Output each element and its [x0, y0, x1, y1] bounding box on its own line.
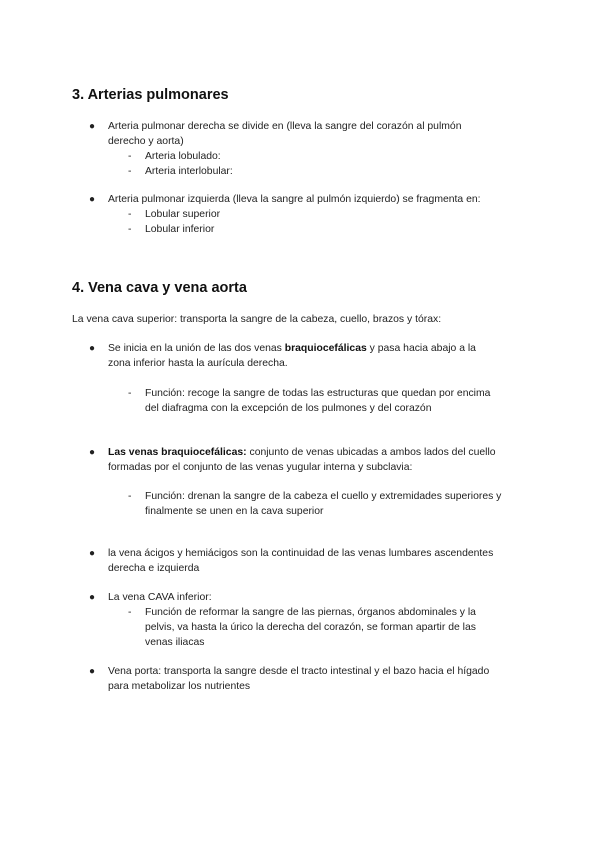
bullet-icon: ●: [89, 548, 96, 559]
funcion-braquiocefalicas-line-2: finalmente se unen en la cava superior: [145, 506, 324, 517]
dash-icon: -: [128, 166, 132, 177]
venas-braquiocefalicas-line-1: Las venas braquiocefálicas: conjunto de venas ubicadas a ambos lados del cuello: [108, 447, 496, 458]
arteria-izquierda-line: Arteria pulmonar izquierda (lleva la sangre al pulmón izquierdo) se fragmenta en:: [108, 194, 481, 205]
funcion-cava-superior-line-2: del diafragma con la excepción de los pulmones y del corazón: [145, 403, 432, 414]
venas-braquiocefalicas-line-2: formadas por el conjunto de las venas yugular interna y subclavia:: [108, 462, 413, 473]
bullet-icon: ●: [89, 343, 96, 354]
bullet-icon: ●: [89, 666, 96, 677]
sub-item-arteria-interlobular: Arteria interlobular:: [145, 166, 233, 177]
funcion-cava-inferior-line-2: pelvis, va hasta la úrico la derecha del corazón, se forman apartir de las: [145, 622, 476, 633]
cava-superior-line-2: zona inferior hasta la aurícula derecha.: [108, 358, 288, 369]
funcion-braquiocefalicas-line-1: Función: drenan la sangre de la cabeza el cuello y extremidades superiores y: [145, 491, 502, 502]
vena-acigos-line-2: derecha e izquierda: [108, 563, 200, 574]
arteria-derecha-line-2: derecho y aorta): [108, 136, 184, 147]
bold-term-venas-braquiocefalicas: Las venas braquiocefálicas:: [108, 447, 247, 458]
vena-acigos-line-1: la vena ácigos y hemiácigos son la continuidad de las venas lumbares ascendentes: [108, 548, 494, 559]
vena-porta-line-1: Vena porta: transporta la sangre desde el tracto intestinal y el bazo hacia el hígado: [108, 666, 490, 677]
funcion-cava-inferior-line-3: venas iliacas: [145, 637, 205, 648]
bullet-icon: ●: [89, 194, 96, 205]
dash-icon: -: [128, 607, 132, 618]
arteria-derecha-line-1: Arteria pulmonar derecha se divide en (lleva la sangre del corazón al pulmón: [108, 121, 462, 132]
dash-icon: -: [128, 491, 132, 502]
bullet-icon: ●: [89, 592, 96, 603]
section-heading-vena-cava: 4. Vena cava y vena aorta: [72, 280, 247, 296]
section-heading-arterias-pulmonares: 3. Arterias pulmonares: [72, 87, 229, 103]
dash-icon: -: [128, 388, 132, 399]
sub-item-lobular-inferior: Lobular inferior: [145, 224, 215, 235]
funcion-cava-inferior-line-1: Función de reformar la sangre de las piernas, órganos abdominales y la: [145, 607, 476, 618]
sub-item-lobular-superior: Lobular superior: [145, 209, 221, 220]
intro-paragraph: La vena cava superior: transporta la sangre de la cabeza, cuello, brazos y tórax:: [72, 314, 442, 325]
dash-icon: -: [128, 151, 132, 162]
cava-inferior-line: La vena CAVA inferior:: [108, 592, 212, 603]
sub-item-arteria-lobulado: Arteria lobulado:: [145, 151, 221, 162]
cava-superior-line-1: Se inicia en la unión de las dos venas braquiocefálicas y pasa hacia abajo a la: [108, 343, 476, 354]
dash-icon: -: [128, 224, 132, 235]
bullet-icon: ●: [89, 121, 96, 132]
bullet-icon: ●: [89, 447, 96, 458]
funcion-cava-superior-line-1: Función: recoge la sangre de todas las estructuras que quedan por encima: [145, 388, 491, 399]
bold-term-braquiocefalicas: braquiocefálicas: [284, 343, 367, 354]
dash-icon: -: [128, 209, 132, 220]
vena-porta-line-2: para metabolizar los nutrientes: [108, 681, 251, 692]
